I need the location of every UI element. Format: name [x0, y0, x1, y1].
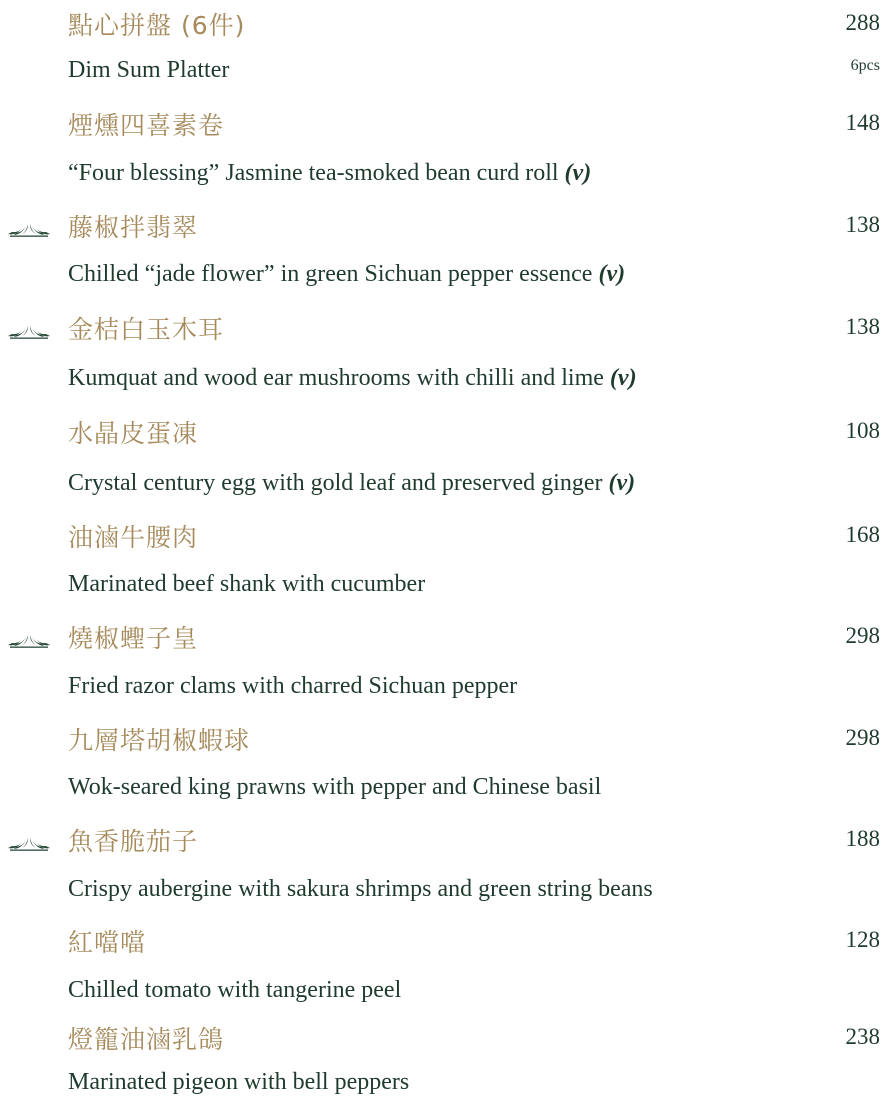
menu-item-en-row [0, 252, 883, 302]
signature-icon [6, 832, 52, 852]
dish-name-english [68, 876, 653, 903]
dish-name-chinese: 紅噹噹 [68, 928, 147, 957]
dish-name-english [68, 365, 637, 392]
dish-name-english-text: Marinated pigeon with bell peppers [68, 1069, 410, 1095]
menu-item-zh-row [0, 1014, 883, 1064]
menu-item-zh-row [0, 613, 883, 663]
dish-name-english-text: “Four blessing” Jasmine tea-smoked bean curd roll [68, 160, 559, 186]
vegetarian-mark: (v) [598, 261, 626, 287]
dish-price: 168 [845, 522, 880, 547]
dish-name-english-text: Kumquat and wood ear mushrooms with chilli and lime [68, 365, 604, 391]
menu-item-zh-row [0, 512, 883, 562]
menu-item-en-row [0, 48, 883, 98]
dish-name-chinese: 油滷牛腰肉 [68, 523, 199, 552]
dish-name-chinese: 點心拼盤 (6件) [68, 11, 246, 40]
dish-price: 108 [845, 418, 880, 443]
dish-name-english-text: Chilled tomato with tangerine peel [68, 977, 402, 1003]
menu-item-zh-row [0, 0, 883, 50]
menu-item-en-row [0, 1060, 883, 1110]
dish-price: 148 [845, 110, 880, 135]
dish-name-english-text: Dim Sum Platter [68, 57, 230, 83]
dish-name-chinese: 藤椒拌翡翠 [68, 213, 199, 242]
menu-item-en-row [0, 151, 883, 201]
dish-name-chinese: 水晶皮蛋凍 [68, 419, 199, 448]
dish-price: 298 [845, 623, 880, 648]
dish-name-english [68, 160, 591, 187]
portion-note: 6pcs [850, 57, 880, 74]
dish-name-english [68, 57, 229, 84]
vegetarian-mark: (v) [564, 160, 592, 186]
dish-name-english-text: Crystal century egg with gold leaf and preserved ginger [68, 470, 603, 496]
dish-name-chinese: 燈籠油滷乳鴿 [68, 1025, 225, 1054]
signature-icon [6, 218, 52, 238]
dish-price: 288 [845, 10, 880, 35]
dish-price: 138 [845, 212, 880, 237]
signature-icon [6, 629, 52, 649]
dish-price: 138 [845, 314, 880, 339]
dish-name-english [68, 470, 635, 497]
menu-item-en-row [0, 562, 883, 612]
menu-item-en-row [0, 765, 883, 815]
dish-price: 128 [845, 927, 880, 952]
dish-name-english [68, 571, 425, 598]
dish-name-english-text: Wok-seared king prawns with pepper and Chinese basil [68, 774, 602, 800]
dish-name-english [68, 977, 401, 1004]
menu-item-en-row [0, 356, 883, 406]
dish-name-english [68, 673, 517, 700]
dish-name-chinese: 燒椒蟶子皇 [68, 624, 199, 653]
menu-item-en-row [0, 968, 883, 1018]
dish-price: 238 [845, 1024, 880, 1049]
menu-item-zh-row [0, 202, 883, 252]
menu-item-zh-row [0, 816, 883, 866]
vegetarian-mark: (v) [609, 365, 637, 391]
menu-item-en-row [0, 461, 883, 511]
dish-name-english-text: Chilled “jade flower” in green Sichuan pepper essence [68, 261, 593, 287]
menu-item-zh-row [0, 304, 883, 354]
vegetarian-mark: (v) [608, 470, 636, 496]
dish-price: 298 [845, 725, 880, 750]
dish-name-chinese: 魚香脆茄子 [68, 827, 199, 856]
dish-name-english [68, 1069, 409, 1096]
menu-item-en-row [0, 664, 883, 714]
dish-name-chinese: 九層塔胡椒蝦球 [68, 726, 251, 755]
dish-name-chinese: 金桔白玉木耳 [68, 315, 225, 344]
menu-item-zh-row [0, 917, 883, 967]
dish-price: 188 [845, 826, 880, 851]
dish-name-english [68, 774, 601, 801]
dish-name-chinese: 煙燻四喜素卷 [68, 111, 225, 140]
dish-name-english-text: Fried razor clams with charred Sichuan pepper [68, 673, 518, 699]
menu-item-en-row [0, 867, 883, 917]
dish-name-english-text: Crispy aubergine with sakura shrimps and green string beans [68, 876, 653, 902]
menu-item-zh-row [0, 408, 883, 458]
menu-item-zh-row [0, 715, 883, 765]
menu-item-zh-row [0, 100, 883, 150]
dish-name-english-text: Marinated beef shank with cucumber [68, 571, 426, 597]
dish-name-english [68, 261, 625, 288]
signature-icon [6, 320, 52, 340]
